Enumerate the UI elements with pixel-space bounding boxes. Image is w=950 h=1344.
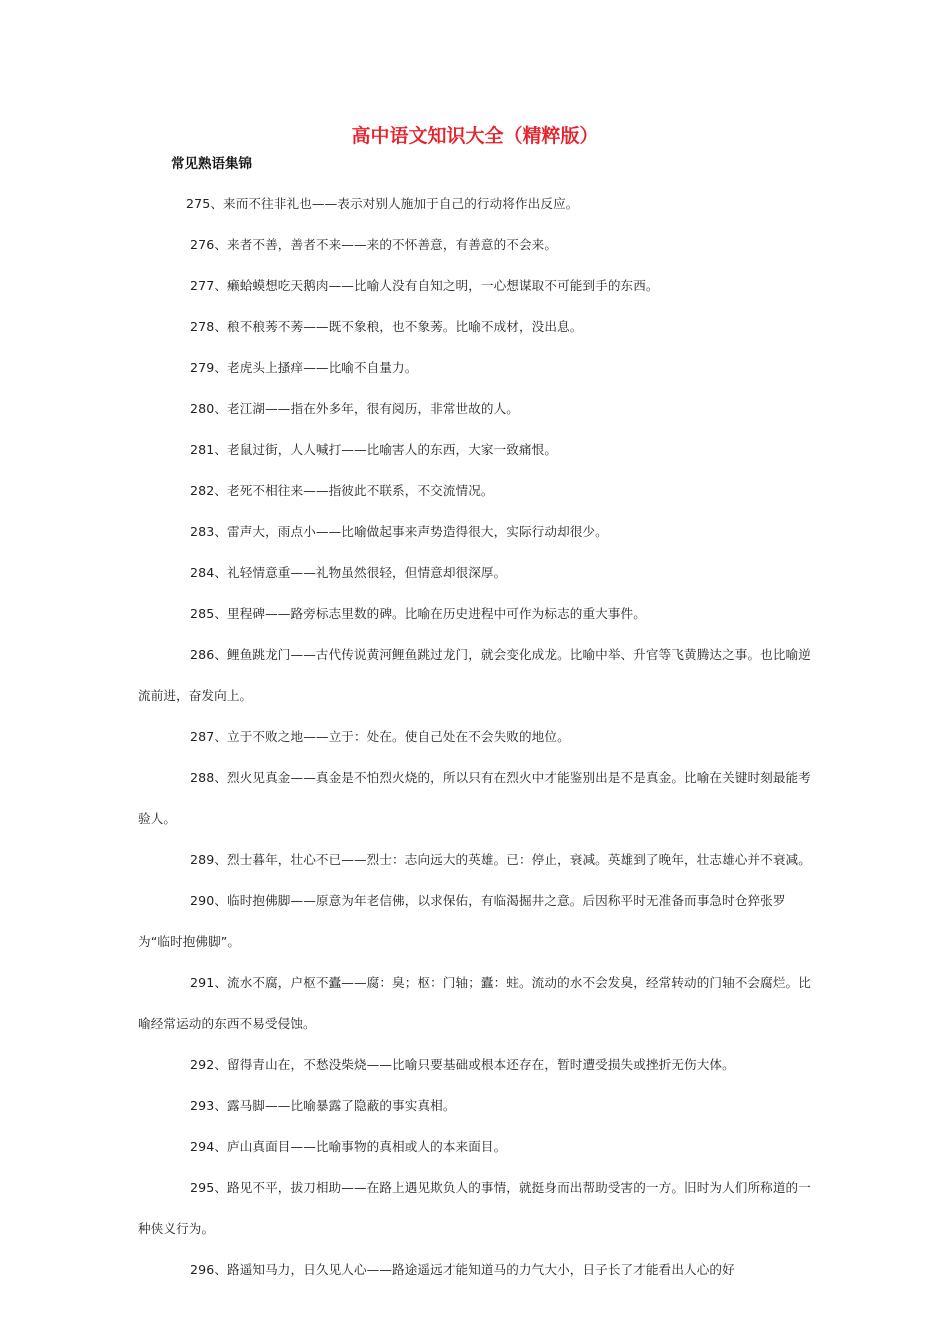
- list-item: 292、留得青山在，不愁没柴烧——比喻只要基础或根本还存在，暂时遭受损失或挫折无伤大体。: [190, 1057, 735, 1072]
- list-item: 286、鲤鱼跳龙门——古代传说黄河鲤鱼跳过龙门，就会变化成龙。比喻中举、升官等飞黄腾达之事。也比喻逆流前进，奋发向上。: [138, 647, 811, 703]
- list-item: 285、里程碑——路旁标志里数的碑。比喻在历史进程中可作为标志的重大事件。: [190, 606, 646, 621]
- list-item: 291、流水不腐，户枢不蠹——腐：臭；枢：门轴；蠹：蛀。流动的水不会发臭，经常转动的门轴不会腐烂。比喻经常运动的东西不易受侵蚀。: [138, 975, 811, 1031]
- list-item: 289、烈士暮年，壮心不已——烈士：志向远大的英雄。已：停止，衰减。英雄到了晚年，壮志雄心并不衰减。: [190, 852, 811, 867]
- list-item: 276、来者不善，善者不来——来的不怀善意，有善意的不会来。: [190, 237, 558, 252]
- list-item: 283、雷声大，雨点小——比喻做起事来声势造得很大，实际行动却很少。: [190, 524, 608, 539]
- list-item: 296、路遥知马力，日久见人心——路途遥远才能知道马的力气大小，日子长了才能看出人心的好: [190, 1262, 735, 1277]
- list-item: 279、老虎头上搔痒——比喻不自量力。: [190, 360, 418, 375]
- list-item: 280、老江湖——指在外多年，很有阅历，非常世故的人。: [190, 401, 519, 416]
- list-item: 284、礼轻情意重——礼物虽然很轻，但情意却很深厚。: [190, 565, 507, 580]
- list-item: 281、老鼠过街，人人喊打——比喻害人的东西，大家一致痛恨。: [190, 442, 558, 457]
- list-item: 275、来而不往非礼也——表示对别人施加于自己的行动将作出反应。: [186, 196, 579, 211]
- list-item: 290、临时抱佛脚——原意为年老信佛，以求保佑，有临渴掘井之意。后因称平时无准备而事急时仓猝张罗为“临时抱佛脚”。: [138, 893, 786, 949]
- list-item: 282、老死不相往来——指彼此不联系，不交流情况。: [190, 483, 494, 498]
- list-item: 288、烈火见真金——真金是不怕烈火烧的，所以只有在烈火中才能鉴别出是不是真金。比喻在关键时刻最能考验人。: [138, 770, 811, 826]
- list-item: 293、露马脚——比喻暴露了隐蔽的事实真相。: [190, 1098, 456, 1113]
- page-title: 高中语文知识大全（精粹版）: [351, 125, 599, 147]
- list-item: 287、立于不败之地——立于：处在。使自己处在不会失败的地位。: [190, 729, 570, 744]
- idiom-list: [138, 183, 813, 1290]
- section-heading: 常见熟语集锦: [171, 156, 252, 172]
- list-item: 278、稂不稂莠不莠——既不象稂，也不象莠。比喻不成材，没出息。: [190, 319, 583, 334]
- list-item: 295、路见不平，拔刀相助——在路上遇见欺负人的事情，就挺身而出帮助受害的一方。旧时为人们所称道的一种侠义行为。: [138, 1180, 811, 1236]
- list-item: 277、癞蛤蟆想吃天鹅肉——比喻人没有自知之明，一心想谋取不可能到手的东西。: [190, 278, 659, 293]
- list-item: 294、庐山真面目——比喻事物的真相或人的本来面目。: [190, 1139, 507, 1154]
